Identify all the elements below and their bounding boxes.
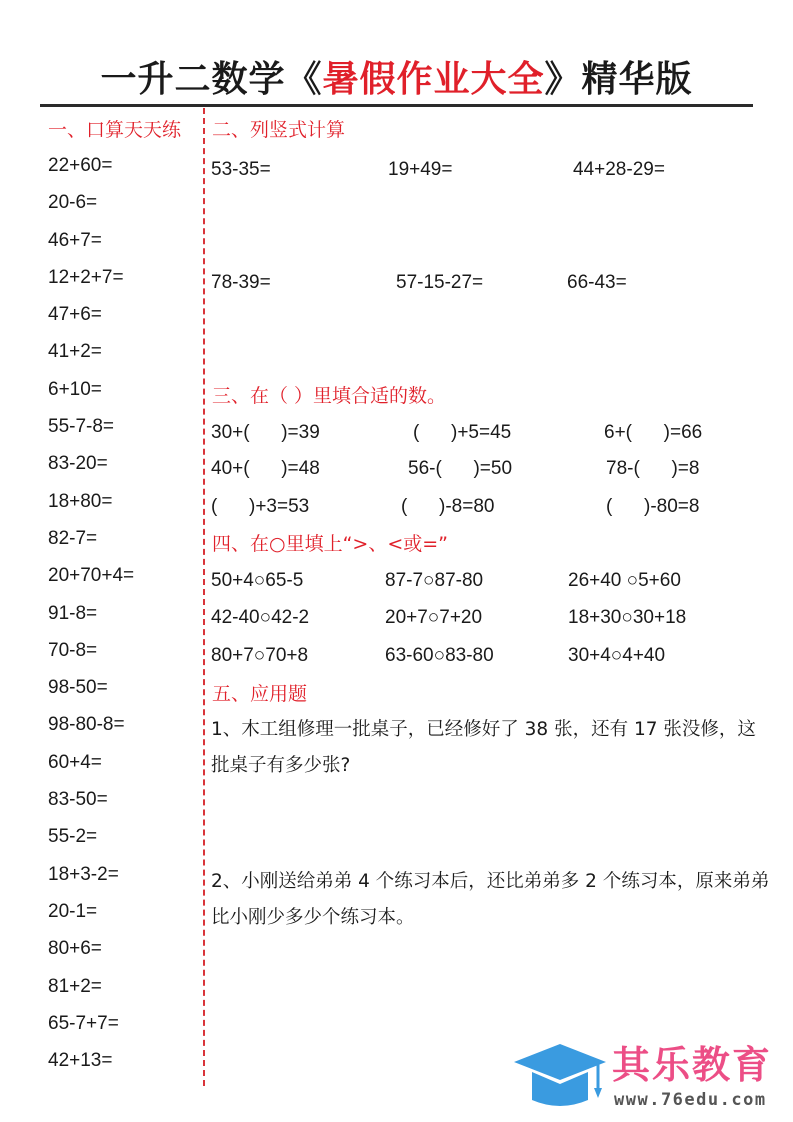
list-item: 20+70+4= — [48, 565, 135, 587]
list-item: 18+80= — [48, 490, 113, 512]
list-item: 83-20= — [48, 453, 108, 475]
list-item: 55-2= — [48, 826, 98, 848]
list-item: 70-8= — [48, 639, 98, 661]
word-problem-1: 1、木工组修理一批桌子，已经修好了 38 张，还有 17 张没修，这批桌子有多少张? — [211, 719, 756, 776]
title-highlight: 暑假作业大全 — [322, 59, 545, 100]
problem: 26+40 ○5+60 — [568, 570, 681, 591]
problem: 87-7○87-80 — [385, 570, 484, 591]
problem: 20+7○7+20 — [385, 607, 483, 628]
list-item: 91-8= — [48, 602, 98, 624]
problem: ( )-8=80 — [401, 496, 495, 517]
list-item: 20-1= — [48, 900, 98, 922]
problem: 80+7○70+8 — [211, 645, 309, 666]
title-suffix: 》精华版 — [544, 59, 693, 100]
title-prefix: 一升二数学《 — [100, 59, 323, 100]
column-divider — [203, 108, 205, 1086]
problem: 30+4○4+40 — [568, 645, 666, 666]
problem: 63-60○83-80 — [385, 645, 494, 666]
problem: 18+30○30+18 — [568, 607, 687, 628]
list-item: 20-6= — [48, 192, 98, 214]
section1-title: 一、口算天天练 — [48, 119, 182, 141]
list-item: 98-80-8= — [48, 714, 125, 736]
graduation-cap-icon — [512, 1042, 607, 1112]
list-item: 83-50= — [48, 789, 108, 811]
section5-title: 五、应用题 — [212, 683, 308, 705]
problem: 30+( )=39 — [211, 422, 320, 443]
problem: 57-15-27= — [396, 272, 484, 293]
word-problem-2: 2、小刚送给弟弟 4 个练习本后，还比弟弟多 2 个练习本，原来弟弟比小刚少多少个练习本。 — [211, 871, 770, 928]
problem: ( )+3=53 — [211, 496, 310, 517]
list-item: 80+6= — [48, 938, 102, 960]
list-item: 46+7= — [48, 229, 102, 251]
problem: ( )+5=45 — [413, 422, 512, 443]
list-item: 65-7+7= — [48, 1012, 119, 1034]
title-rule — [40, 104, 753, 107]
list-item: 18+3-2= — [48, 863, 119, 885]
list-item: 60+4= — [48, 751, 102, 773]
problem: 6+( )=66 — [604, 422, 703, 443]
list-item: 6+10= — [48, 378, 102, 400]
list-item: 98-50= — [48, 677, 108, 699]
mental-math-list — [48, 152, 198, 1084]
problem: 56-( )=50 — [408, 458, 513, 479]
brand-name: 其乐教育 — [612, 1043, 773, 1087]
problem: 42-40○42-2 — [211, 607, 310, 628]
problem: 78-( )=8 — [606, 458, 700, 479]
list-item: 55-7-8= — [48, 416, 115, 438]
page-title — [0, 56, 793, 104]
problem: 44+28-29= — [573, 159, 665, 180]
list-item: 42+13= — [48, 1050, 113, 1072]
problem: 50+4○65-5 — [211, 570, 304, 591]
problem: 40+( )=48 — [211, 458, 320, 479]
problem: ( )-80=8 — [606, 496, 700, 517]
section3-title: 三、在（ ）里填合适的数。 — [212, 385, 447, 407]
list-item: 82-7= — [48, 527, 98, 549]
brand-url: www.76edu.com — [614, 1090, 767, 1110]
problem: 78-39= — [211, 272, 271, 293]
list-item: 12+2+7= — [48, 266, 124, 288]
problem: 19+49= — [388, 159, 453, 180]
list-item: 41+2= — [48, 341, 102, 363]
section4-title: 四、在○里填上“>、<或=” — [212, 533, 449, 555]
problem: 66-43= — [567, 272, 627, 293]
problem: 53-35= — [211, 159, 271, 180]
section2-title: 二、列竖式计算 — [212, 119, 346, 141]
brand-logo — [512, 1040, 787, 1115]
list-item: 47+6= — [48, 304, 102, 326]
list-item: 22+60= — [48, 155, 113, 176]
list-item: 81+2= — [48, 975, 102, 997]
